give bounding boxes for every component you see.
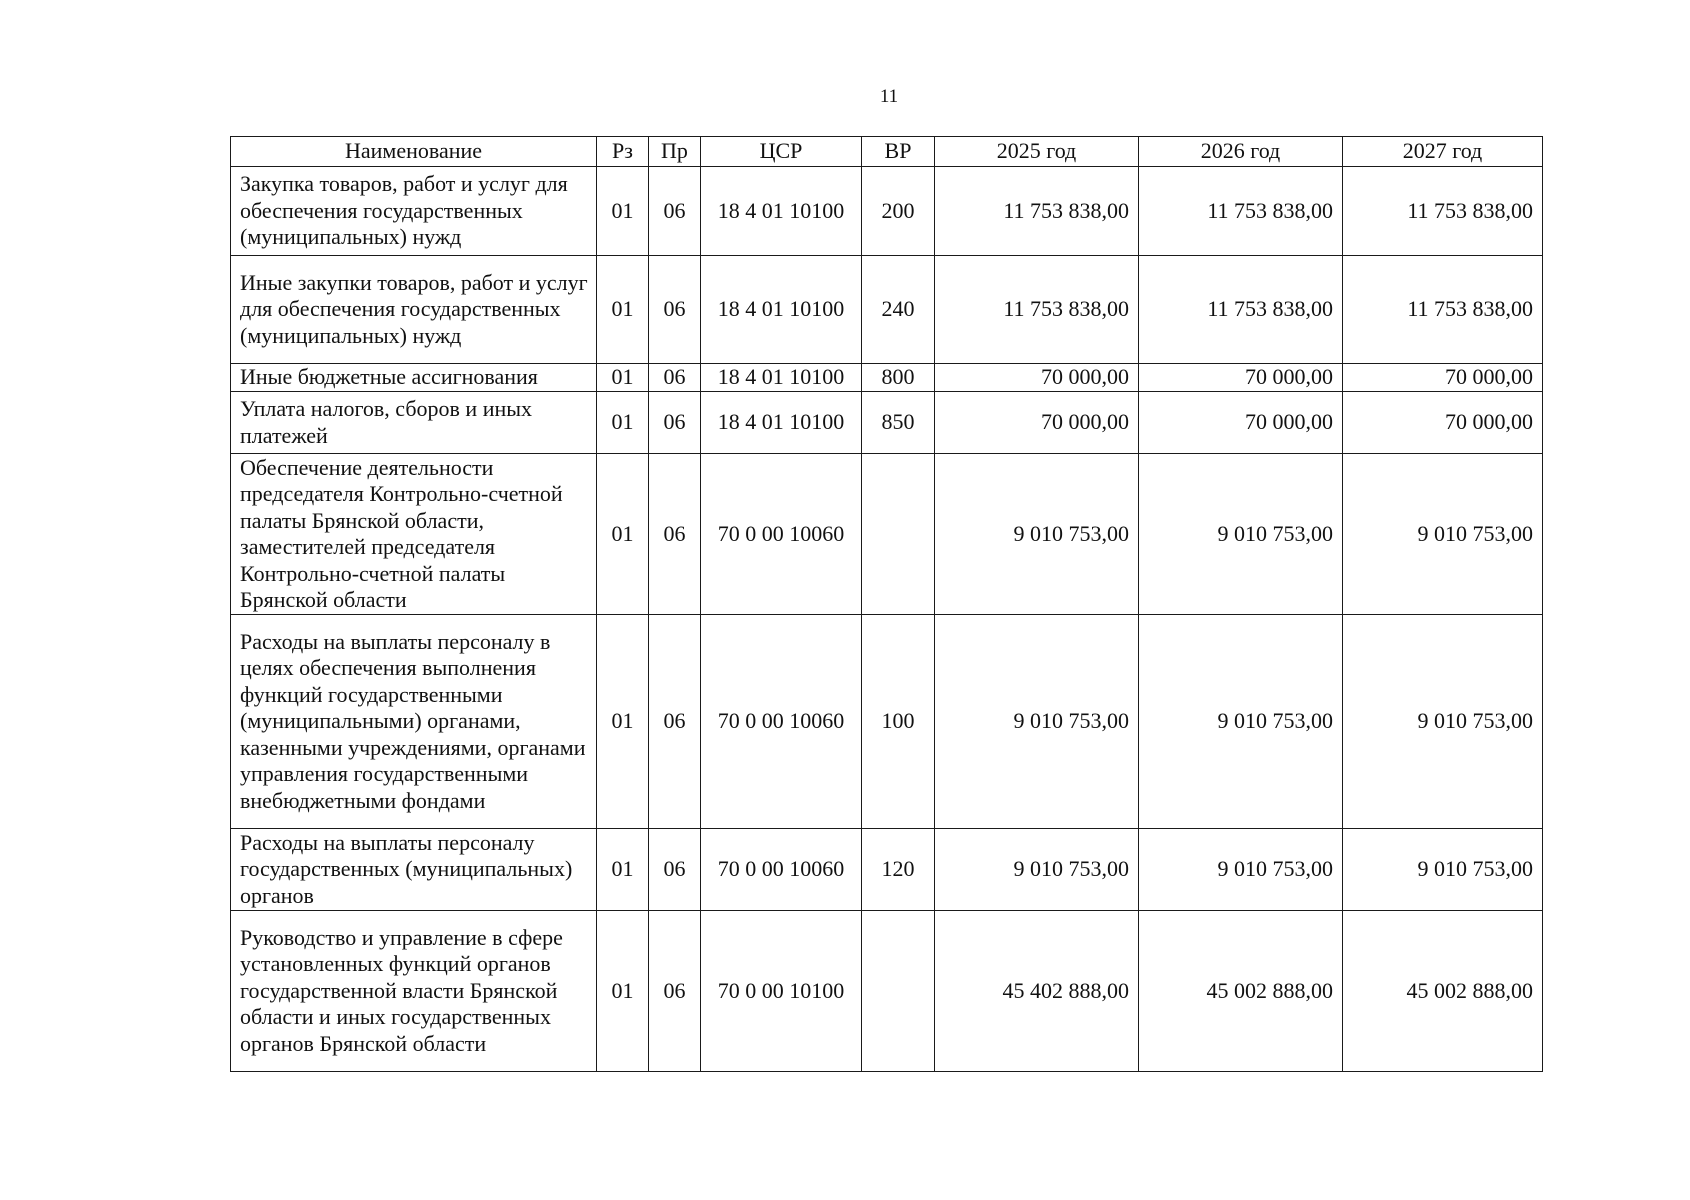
row-pr: 06 <box>649 256 701 364</box>
row-vr: 850 <box>862 392 935 454</box>
header-year-2026: 2026 год <box>1139 137 1343 167</box>
row-amount-2025: 9 010 753,00 <box>935 829 1139 911</box>
row-pr: 06 <box>649 392 701 454</box>
row-amount-2025: 9 010 753,00 <box>935 454 1139 615</box>
table-row <box>231 615 1543 829</box>
row-rz: 01 <box>597 256 649 364</box>
row-pr: 06 <box>649 911 701 1072</box>
row-csr: 70 0 00 10060 <box>701 454 862 615</box>
row-csr: 18 4 01 10100 <box>701 167 862 256</box>
row-name: Иные закупки товаров, работ и услуг для обеспечения государственных (муниципальных) нужд <box>231 256 597 364</box>
header-name: Наименование <box>231 137 597 167</box>
row-pr: 06 <box>649 615 701 829</box>
row-rz: 01 <box>597 615 649 829</box>
row-amount-2027: 11 753 838,00 <box>1343 167 1543 256</box>
row-name: Закупка товаров, работ и услуг для обеспечения государственных (муниципальных) нужд <box>231 167 597 256</box>
row-pr: 06 <box>649 829 701 911</box>
row-amount-2027: 11 753 838,00 <box>1343 256 1543 364</box>
row-rz: 01 <box>597 392 649 454</box>
row-vr: 120 <box>862 829 935 911</box>
row-pr: 06 <box>649 364 701 392</box>
row-csr: 70 0 00 10100 <box>701 911 862 1072</box>
row-vr: 800 <box>862 364 935 392</box>
row-csr: 70 0 00 10060 <box>701 829 862 911</box>
row-vr: 240 <box>862 256 935 364</box>
row-vr: 100 <box>862 615 935 829</box>
row-csr: 70 0 00 10060 <box>701 615 862 829</box>
row-vr <box>862 454 935 615</box>
row-amount-2026: 11 753 838,00 <box>1139 167 1343 256</box>
row-amount-2026: 70 000,00 <box>1139 364 1343 392</box>
header-year-2027: 2027 год <box>1343 137 1543 167</box>
row-name: Обеспечение деятельности председателя Контрольно-счетной палаты Брянской области, заместителей председателя Контрольно-счетной палаты Брянской области <box>231 454 597 615</box>
header-vr: ВР <box>862 137 935 167</box>
row-amount-2026: 9 010 753,00 <box>1139 454 1343 615</box>
header-year-2025: 2025 год <box>935 137 1139 167</box>
header-row <box>231 137 1543 167</box>
row-amount-2026: 45 002 888,00 <box>1139 911 1343 1072</box>
table-row <box>231 829 1543 911</box>
row-rz: 01 <box>597 829 649 911</box>
row-amount-2026: 11 753 838,00 <box>1139 256 1343 364</box>
table-row <box>231 167 1543 256</box>
row-amount-2027: 70 000,00 <box>1343 392 1543 454</box>
row-amount-2025: 45 402 888,00 <box>935 911 1139 1072</box>
row-name: Руководство и управление в сфере установленных функций органов государственной власти Брянской области и иных государственных органов Брянской области <box>231 911 597 1072</box>
row-amount-2025: 9 010 753,00 <box>935 615 1139 829</box>
table-row <box>231 392 1543 454</box>
row-csr: 18 4 01 10100 <box>701 364 862 392</box>
header-rz: Рз <box>597 137 649 167</box>
row-amount-2027: 70 000,00 <box>1343 364 1543 392</box>
row-amount-2026: 70 000,00 <box>1139 392 1343 454</box>
header-pr: Пр <box>649 137 701 167</box>
row-csr: 18 4 01 10100 <box>701 256 862 364</box>
row-amount-2025: 70 000,00 <box>935 392 1139 454</box>
row-amount-2026: 9 010 753,00 <box>1139 615 1343 829</box>
row-amount-2027: 9 010 753,00 <box>1343 615 1543 829</box>
row-rz: 01 <box>597 167 649 256</box>
table-row <box>231 911 1543 1072</box>
header-csr: ЦСР <box>701 137 862 167</box>
row-name: Уплата налогов, сборов и иных платежей <box>231 392 597 454</box>
row-pr: 06 <box>649 167 701 256</box>
row-amount-2025: 70 000,00 <box>935 364 1139 392</box>
row-vr <box>862 911 935 1072</box>
row-csr: 18 4 01 10100 <box>701 392 862 454</box>
row-rz: 01 <box>597 364 649 392</box>
row-name: Расходы на выплаты персоналу государственных (муниципальных) органов <box>231 829 597 911</box>
table-row <box>231 256 1543 364</box>
row-amount-2027: 9 010 753,00 <box>1343 454 1543 615</box>
row-rz: 01 <box>597 454 649 615</box>
page-number: 11 <box>879 86 899 107</box>
table-row <box>231 454 1543 615</box>
row-amount-2027: 9 010 753,00 <box>1343 829 1543 911</box>
row-amount-2025: 11 753 838,00 <box>935 167 1139 256</box>
row-amount-2026: 9 010 753,00 <box>1139 829 1343 911</box>
row-rz: 01 <box>597 911 649 1072</box>
row-amount-2027: 45 002 888,00 <box>1343 911 1543 1072</box>
row-pr: 06 <box>649 454 701 615</box>
row-amount-2025: 11 753 838,00 <box>935 256 1139 364</box>
row-name: Расходы на выплаты персоналу в целях обеспечения выполнения функций государственными (муниципальными) органами, казенными учреждениями, органами управления государственными внебюджетными фондами <box>231 615 597 829</box>
row-vr: 200 <box>862 167 935 256</box>
table-row <box>231 364 1543 392</box>
row-name: Иные бюджетные ассигнования <box>231 364 597 392</box>
budget-table <box>230 136 1543 1072</box>
